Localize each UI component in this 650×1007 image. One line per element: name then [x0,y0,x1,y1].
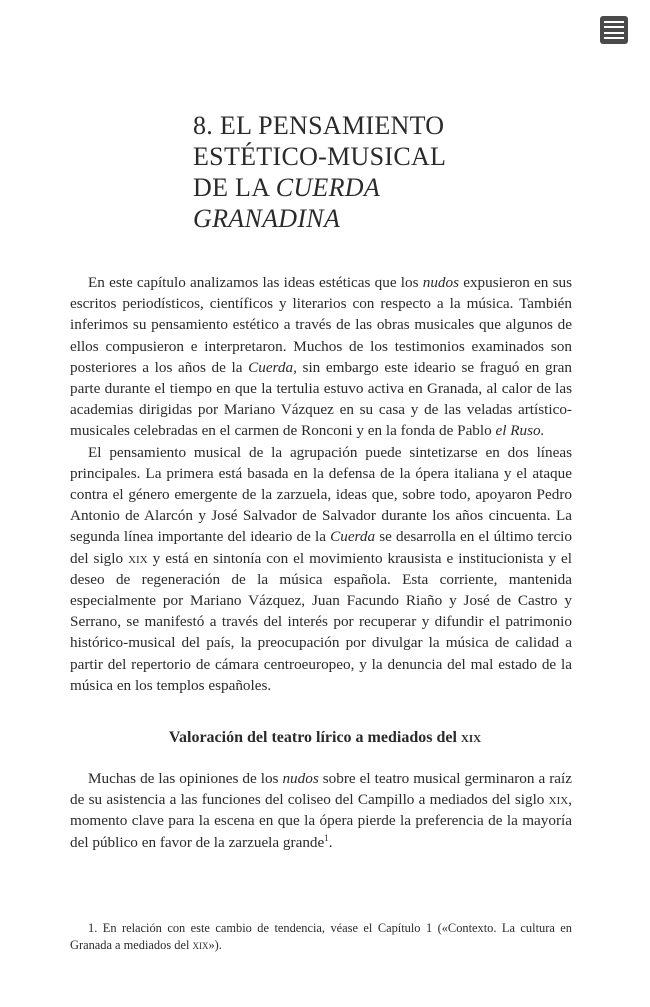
text-run: , momento clave para la escena en que la ópera pierde la preferencia de la mayoría del público en favor de la zarzuela grande [70,791,572,851]
text-run: se desarrolla en el último tercio del siglo [70,528,572,567]
list-menu-icon-line [604,37,624,39]
list-menu-icon [604,21,624,23]
text-run: y está en sintonía con el movimiento krausista e institucionista y el deseo de regeneración de la música española. Esta corriente, mantenida especialmente por Mariano Vázquez, Juan Facundo Riaño y José de Castro y Serrano, se manifestó a través del interés por recuperar y difundir el patrimonio histórico-musical del país, la preocupación por divulgar la música de calidad a partir del repertorio de cámara centroeuropeo, y la denuncia del mal estado de la música en los templos españoles. [70,549,573,694]
chapter-title-line: 8. EL PENSAMIENTO [193,111,445,140]
text-run: sobre el teatro musical germinaron a raíz de su asistencia a las funciones del coliseo del Campillo a mediados del siglo [70,770,572,809]
paragraph [70,272,572,442]
small-caps-text: xix [460,729,482,746]
text-run: . [328,833,333,851]
text-run: sin embargo este ideario se fraguó en gran parte durante el tiempo en que la tertulia estuvo activa en Granada, al calor de las academias dirigidas por Mariano Vázquez en su casa y de las veladas artístico-musicales celebradas en el carmen de Ronconi y en la fonda de Pablo [70,358,572,440]
chapter-title-text: DE LA [193,173,276,202]
text-run: En este capítulo analizamos las ideas estéticas que los [88,274,423,291]
footnote-text: 1. En relación con este cambio de tendencia, véase el Capítulo 1 ( [88,921,442,935]
chapter-title-italic: CUERDA [275,173,381,202]
paragraph [70,768,572,853]
italic-text: Cuerda [330,528,376,546]
text-run: Muchas de las opiniones de los [88,770,283,787]
small-caps-text: xix [128,549,148,567]
intro-text [70,272,572,696]
section-heading [70,727,580,749]
text-run: expusieron en sus escritos periodísticos, científicos y literarios con respecto a la música. También inferimos su pensamiento estético a través de las obras musicales que algunos de ellos compusieron e interpretaron. Muchos de los testimonios examinados son posteriores a los años de la [70,274,573,376]
chapter-title [193,110,513,234]
italic-text: el Ruso. [495,422,545,440]
footnote-text: «Contexto. La cultura en Granada a mediados del [70,921,572,952]
footnote-text: »). [208,938,222,952]
chapter-title-line: ESTÉTICO-MUSICAL [193,142,447,171]
italic-text: Cuerda, [248,358,297,376]
italic-text: nudos [282,770,319,787]
italic-text: nudos [422,274,460,291]
text-run: El pensamiento musical de la agrupación puede sintetizarse en dos líneas principales. La primera está basada en la defensa de la ópera italiana y el ataque contra el género emergente de la zarzuela, ideas que, sobre todo, apoyaron Pedro Antonio de Alarcón y José Salvador de Salvador durante los años cincuenta. La segunda línea importante del ideario de la [70,443,572,546]
paragraph [70,442,572,696]
small-caps-text: xix [548,791,569,809]
section-heading-text: Valoración del teatro lírico a mediados del [168,729,461,746]
list-menu-icon-line [604,32,624,34]
section-text [70,768,572,853]
chapter-title-line [193,172,513,203]
list-menu-icon-line [604,26,624,28]
footnote [70,920,572,954]
menu-button[interactable] [600,16,628,44]
footnote-reference[interactable]: 1 [324,832,329,843]
small-caps-text: xix [192,938,209,952]
chapter-title-italic: GRANADINA [193,204,341,233]
chapter-title-line [193,203,513,234]
